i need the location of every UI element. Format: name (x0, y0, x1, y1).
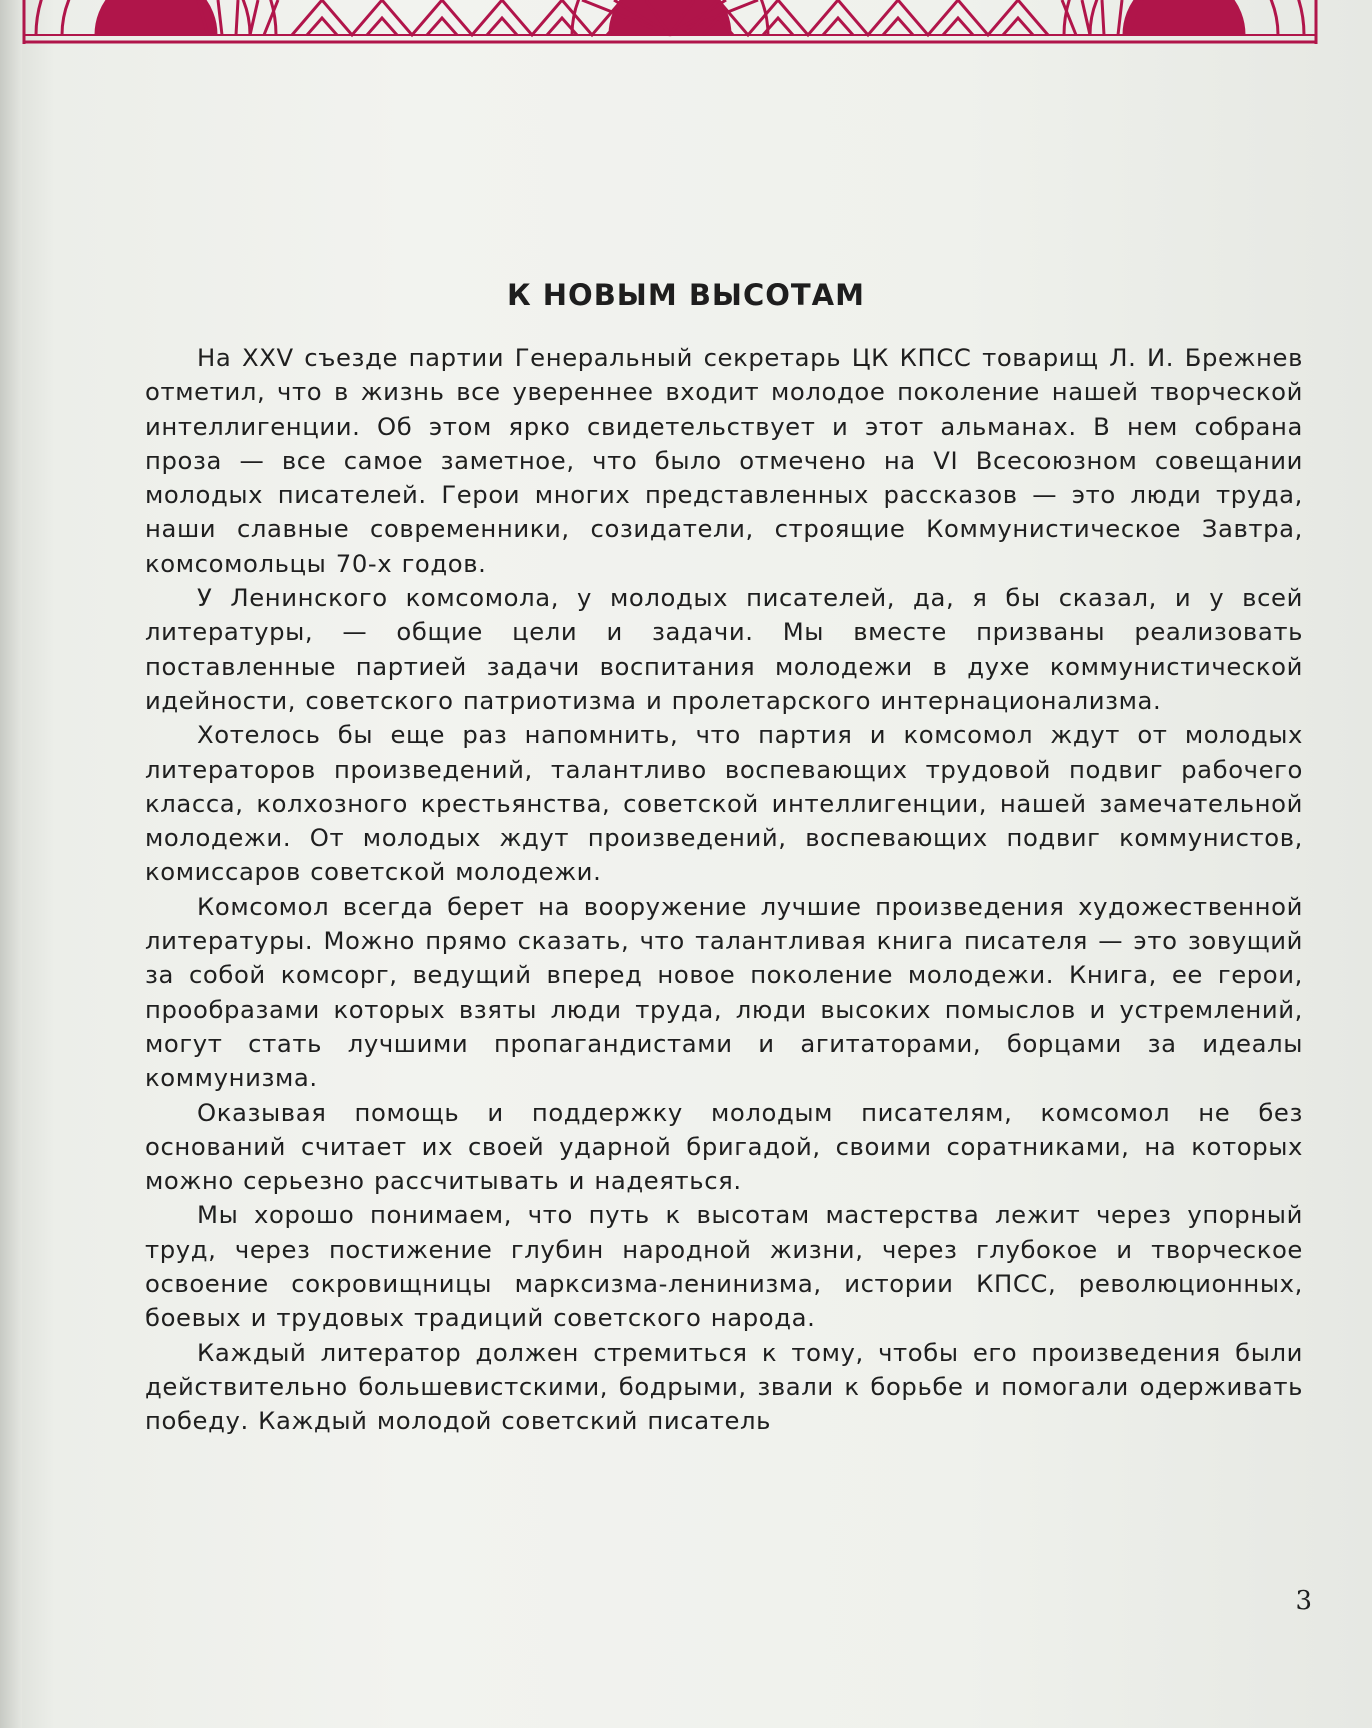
paragraph: Хотелось бы еще раз напомнить, что партия и комсомол ждут от молодых литераторов произведений, талантливо воспевающих трудовой подвиг рабочего класса, колхозного крестьянства, советской интеллигенции, нашей замечательной молодежи. От молодых ждут произведений, воспевающих подвиг коммунистов, комиссаров советской молодежи. (145, 720, 1303, 887)
paragraph: У Ленинского комсомола, у молодых писателей, да, я бы сказал, и у всей литературы, — общие цели и задачи. Мы вместе призваны реализовать поставленные партией задачи воспитания молодежи в духе коммунистической идейности, советского патриотизма и пролетарского интернационализма. (145, 583, 1303, 715)
page-title: К НОВЫМ ВЫСОТАМ (506, 278, 865, 312)
header-ornament (22, 0, 1318, 54)
paragraph: Комсомол всегда берет на вооружение лучшие произведения художественной литературы. Можно прямо сказать, что талантливая книга писателя — это зовущий за собой комсорг, ведущий вперед новое поколение молодежи. Книга, ее герои, прообразами которых взяты люди труда, люди высоких помыслов и устремлений, могут стать лучшими пропагандистами и агитаторами, борцами за идеалы коммунизма. (145, 891, 1303, 1093)
paragraph: На XXV съезде партии Генеральный секретарь ЦК КПСС товарищ Л. И. Брежнев отметил, что в жизнь все увереннее входит молодое поколение нашей творческой интеллигенции. Об этом ярко свидетельствует и этот альманах. В нем собрана проза — все самое заметное, что было отмечено на VI Всесоюзном совещании молодых писателей. Герои многих представленных рассказов — это люди труда, наши славные современники, созидатели, строящие Коммунистическое Завтра, комсомольцы 70-х годов. (145, 343, 1303, 578)
page-gutter (0, 0, 22, 1728)
page-number: 3 (1295, 1586, 1312, 1616)
paragraph: Каждый литератор должен стремиться к тому, чтобы его произведения были действительно большевистскими, бодрыми, звали к борьбе и помогали одерживать победу. Каждый молодой советский писатель (145, 1337, 1303, 1436)
paragraph: Оказывая помощь и поддержку молодым писателям, комсомол не без оснований считает их своей ударной бригадой, своими соратниками, на которых можно серьезно рассчитывать и надеяться. (145, 1097, 1303, 1196)
article-body (145, 341, 1303, 1439)
paragraph: Мы хорошо понимаем, что путь к высотам мастерства лежит через упорный труд, через постижение глубин народной жизни, через глубокое и творческое освоение сокровищницы марксизма-ленинизма, истории КПСС, революционных, боевых и трудовых традиций советского народа. (145, 1200, 1303, 1333)
